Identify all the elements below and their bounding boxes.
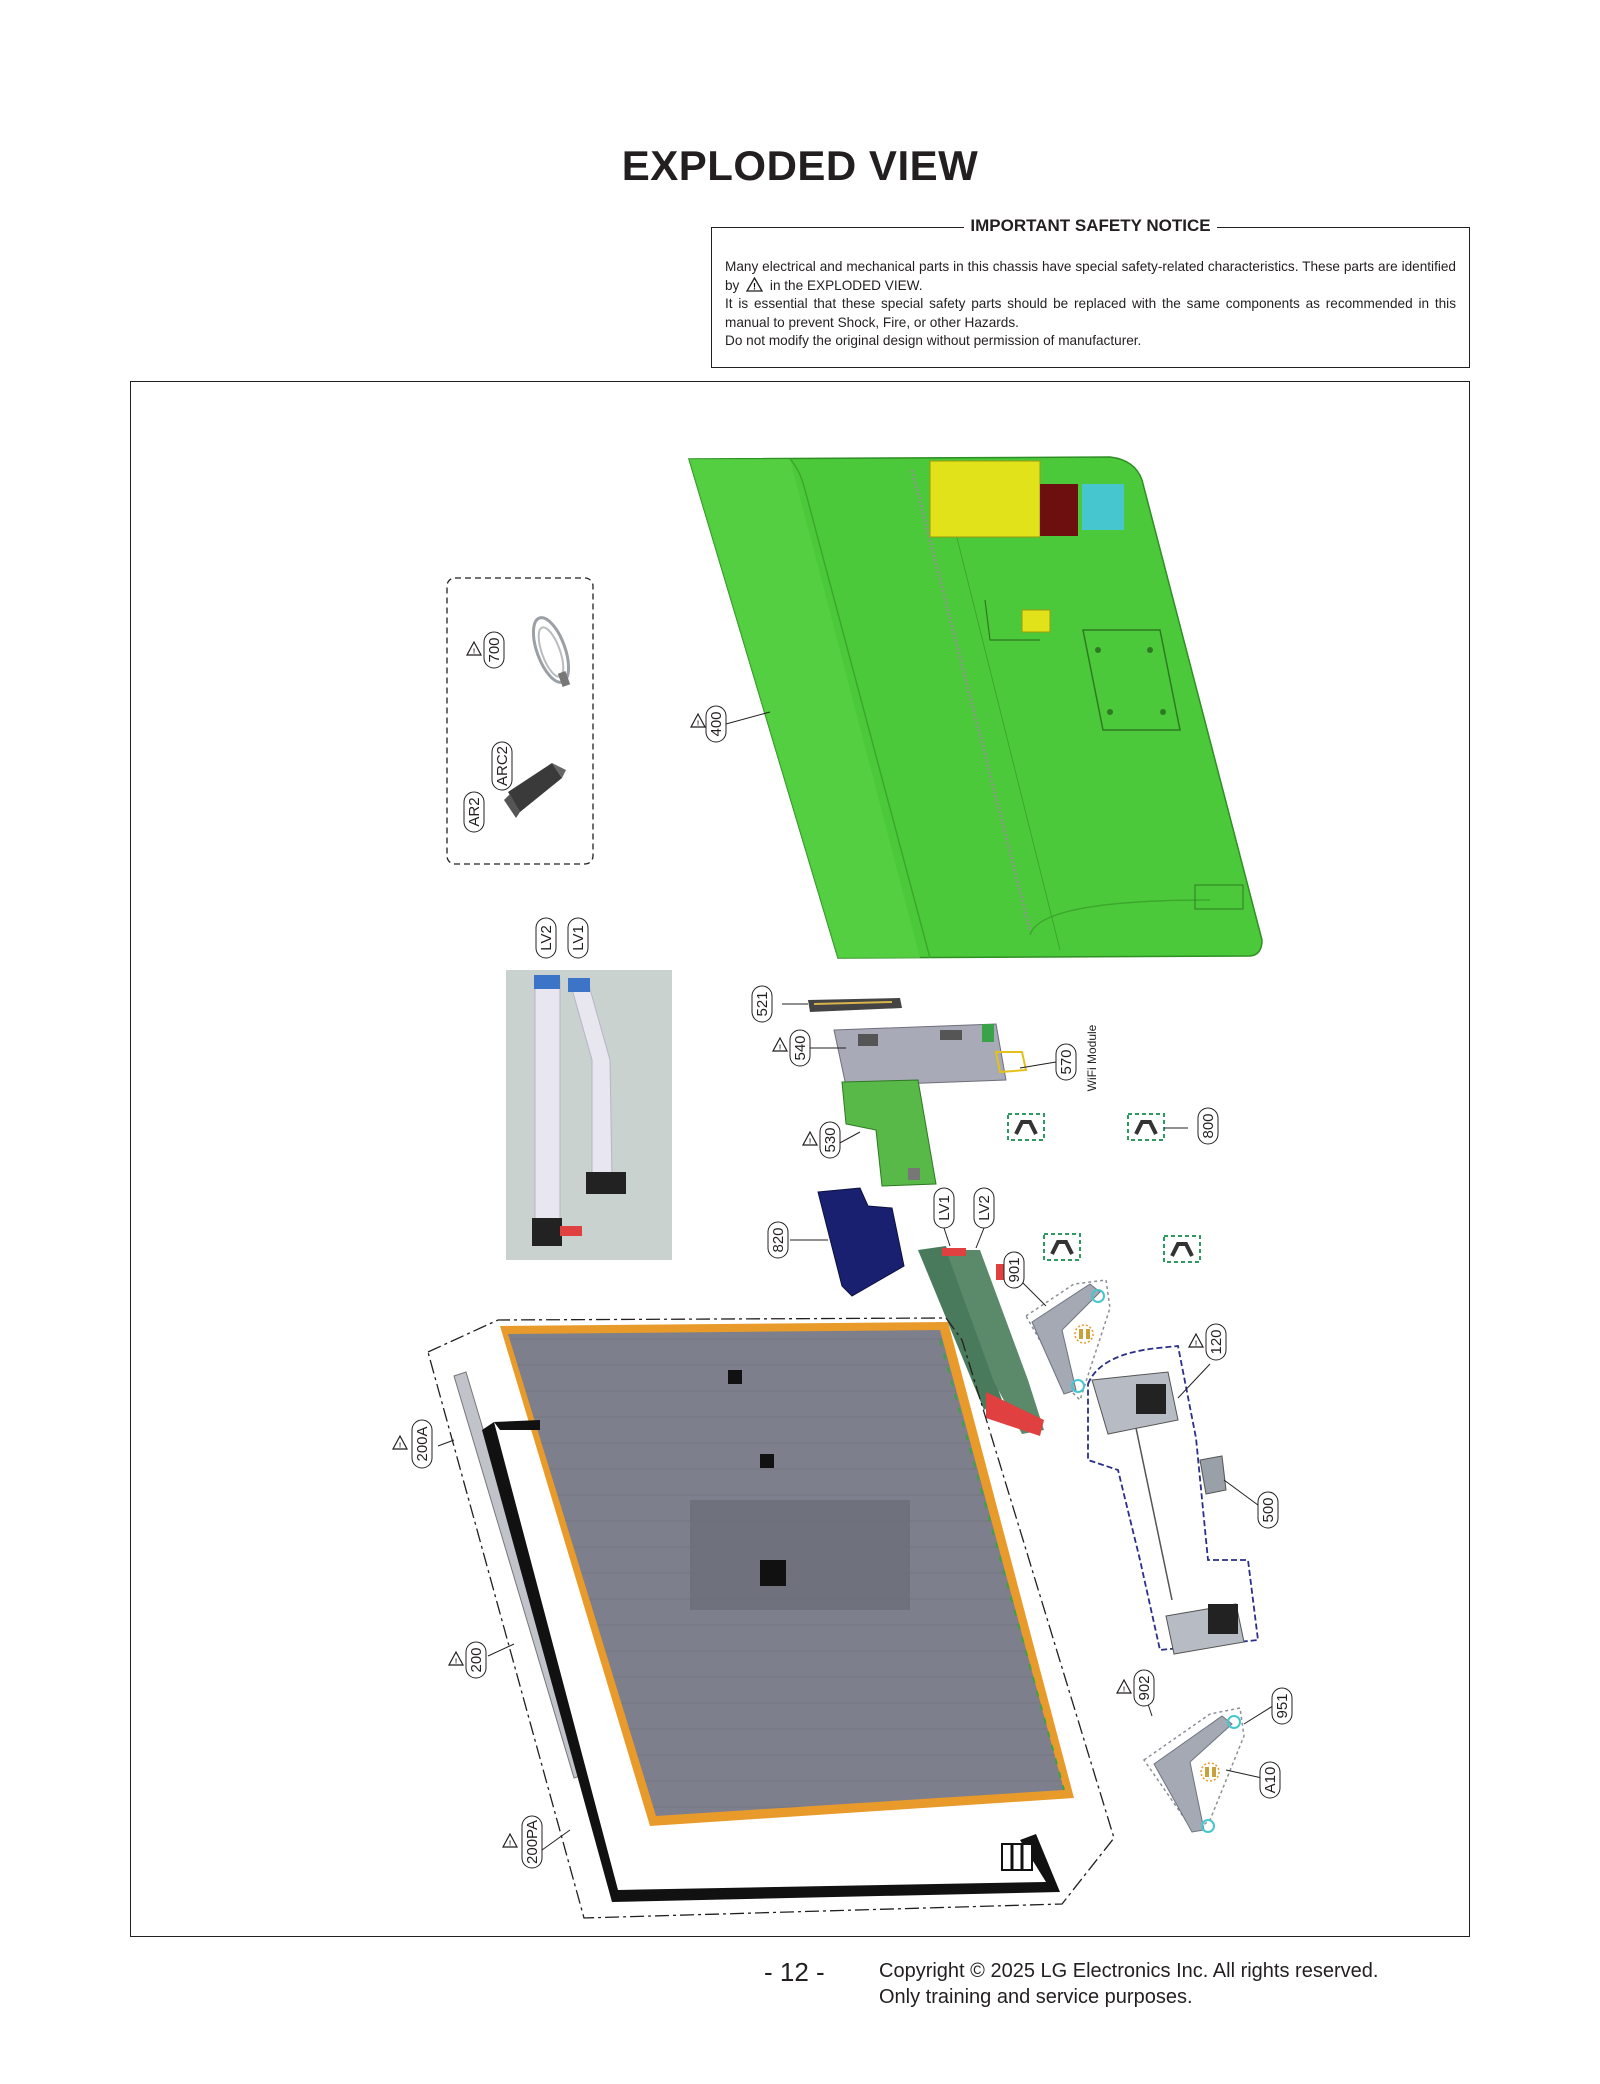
page-number: - 12 - (764, 1957, 825, 1987)
svg-text:WiFi Module: WiFi Module (1085, 1024, 1099, 1092)
svg-text:530: 530 (822, 1127, 839, 1153)
clips-800 (1008, 1114, 1200, 1262)
warning-triangle-icon (1117, 1680, 1131, 1694)
svg-text:500: 500 (1260, 1497, 1277, 1523)
svg-text:521: 521 (754, 991, 771, 1017)
svg-text:700: 700 (486, 637, 503, 663)
part-label-120 (1206, 1324, 1226, 1360)
warning-triangle-icon (803, 1132, 817, 1146)
main-board-540 (834, 1024, 1026, 1086)
part-label-lv2 (536, 918, 556, 958)
stand-902 (1144, 1708, 1244, 1832)
lv-cable-photo (506, 970, 672, 1260)
wifi-module-label (1085, 1024, 1099, 1091)
svg-text:951: 951 (1274, 1693, 1291, 1719)
part-label-arc2 (492, 742, 512, 790)
part-label-902 (1134, 1670, 1154, 1706)
back-cover-400 (689, 457, 1262, 958)
copyright-line-2: Only training and service purposes. (879, 1986, 1193, 2008)
svg-text:901: 901 (1006, 1257, 1023, 1283)
notice-line-2: It is essential that these special safety parts should be replaced with the same components as recommended in this manual to prevent Shock, Fire, or other Hazards. (725, 296, 1456, 330)
svg-text:120: 120 (1208, 1329, 1225, 1355)
remote-control-ar2 (504, 763, 566, 818)
copyright-notice (879, 1958, 1378, 2010)
part-label-ar2 (464, 792, 484, 832)
svg-text:LV2: LV2 (976, 1195, 993, 1221)
copyright-line-1: Copyright © 2025 LG Electronics Inc. All rights reserved. (879, 1960, 1379, 1982)
part-label-901 (1004, 1252, 1024, 1288)
svg-text:!: ! (753, 281, 757, 291)
warning-triangle-icon (691, 714, 705, 728)
wall-bracket-120 (1088, 1346, 1258, 1654)
part-label-400 (706, 706, 726, 742)
part-label-540 (790, 1030, 810, 1066)
svg-text:902: 902 (1136, 1675, 1153, 1701)
notice-line-1a: Many electrical and mechanical parts in this chassis have special safety-related characteristics. These parts are identified by (725, 259, 1456, 293)
svg-text:570: 570 (1058, 1049, 1075, 1075)
page-title: EXPLODED VIEW (621, 142, 979, 189)
svg-text:ARC2: ARC2 (494, 745, 511, 787)
power-board-530 (842, 1080, 936, 1186)
svg-text:800: 800 (1200, 1113, 1217, 1139)
part-label-200 (466, 1642, 486, 1678)
part-label-800 (1198, 1108, 1218, 1144)
svg-text:LV1: LV1 (570, 925, 587, 951)
bracket-521 (808, 998, 902, 1012)
part-label-951 (1272, 1688, 1292, 1724)
svg-text:540: 540 (792, 1035, 809, 1061)
notice-line-3: Do not modify the original design without permission of manufacturer. (725, 333, 1142, 348)
part-label-200pa (522, 1816, 542, 1868)
svg-text:200PA: 200PA (524, 1820, 541, 1864)
power-cord-700 (526, 613, 576, 687)
part-label-521 (752, 986, 772, 1022)
part-label-lv2-assembled (974, 1188, 994, 1228)
svg-text:LV1: LV1 (936, 1195, 953, 1221)
svg-text:200: 200 (468, 1647, 485, 1673)
part-label-lv1 (568, 918, 588, 958)
part-label-a10 (1260, 1762, 1280, 1798)
svg-text:200A: 200A (414, 1426, 431, 1462)
part-label-530 (820, 1122, 840, 1158)
warning-triangle-icon (503, 1834, 517, 1848)
warning-triangle-icon (1189, 1334, 1203, 1348)
warning-triangle-icon (467, 642, 481, 656)
part-label-500 (1258, 1492, 1278, 1528)
svg-text:LV2: LV2 (538, 925, 555, 951)
part-label-570 (1056, 1044, 1076, 1080)
svg-text:400: 400 (708, 711, 725, 737)
warning-triangle-icon (773, 1038, 787, 1052)
notice-line-1b: in the EXPLODED VIEW. (769, 277, 923, 293)
svg-text:AR2: AR2 (466, 797, 483, 827)
part-label-700 (484, 632, 504, 668)
part-label-200a (412, 1420, 432, 1468)
svg-text:820: 820 (770, 1227, 787, 1253)
safety-notice-heading: IMPORTANT SAFETY NOTICE (712, 216, 1469, 236)
svg-text:A10: A10 (1262, 1766, 1279, 1794)
warning-triangle-icon (393, 1436, 407, 1450)
part-label-820 (768, 1222, 788, 1258)
part-label-lv1-assembled (934, 1188, 954, 1228)
insulator-820 (818, 1188, 904, 1296)
warning-triangle-icon (449, 1652, 463, 1666)
